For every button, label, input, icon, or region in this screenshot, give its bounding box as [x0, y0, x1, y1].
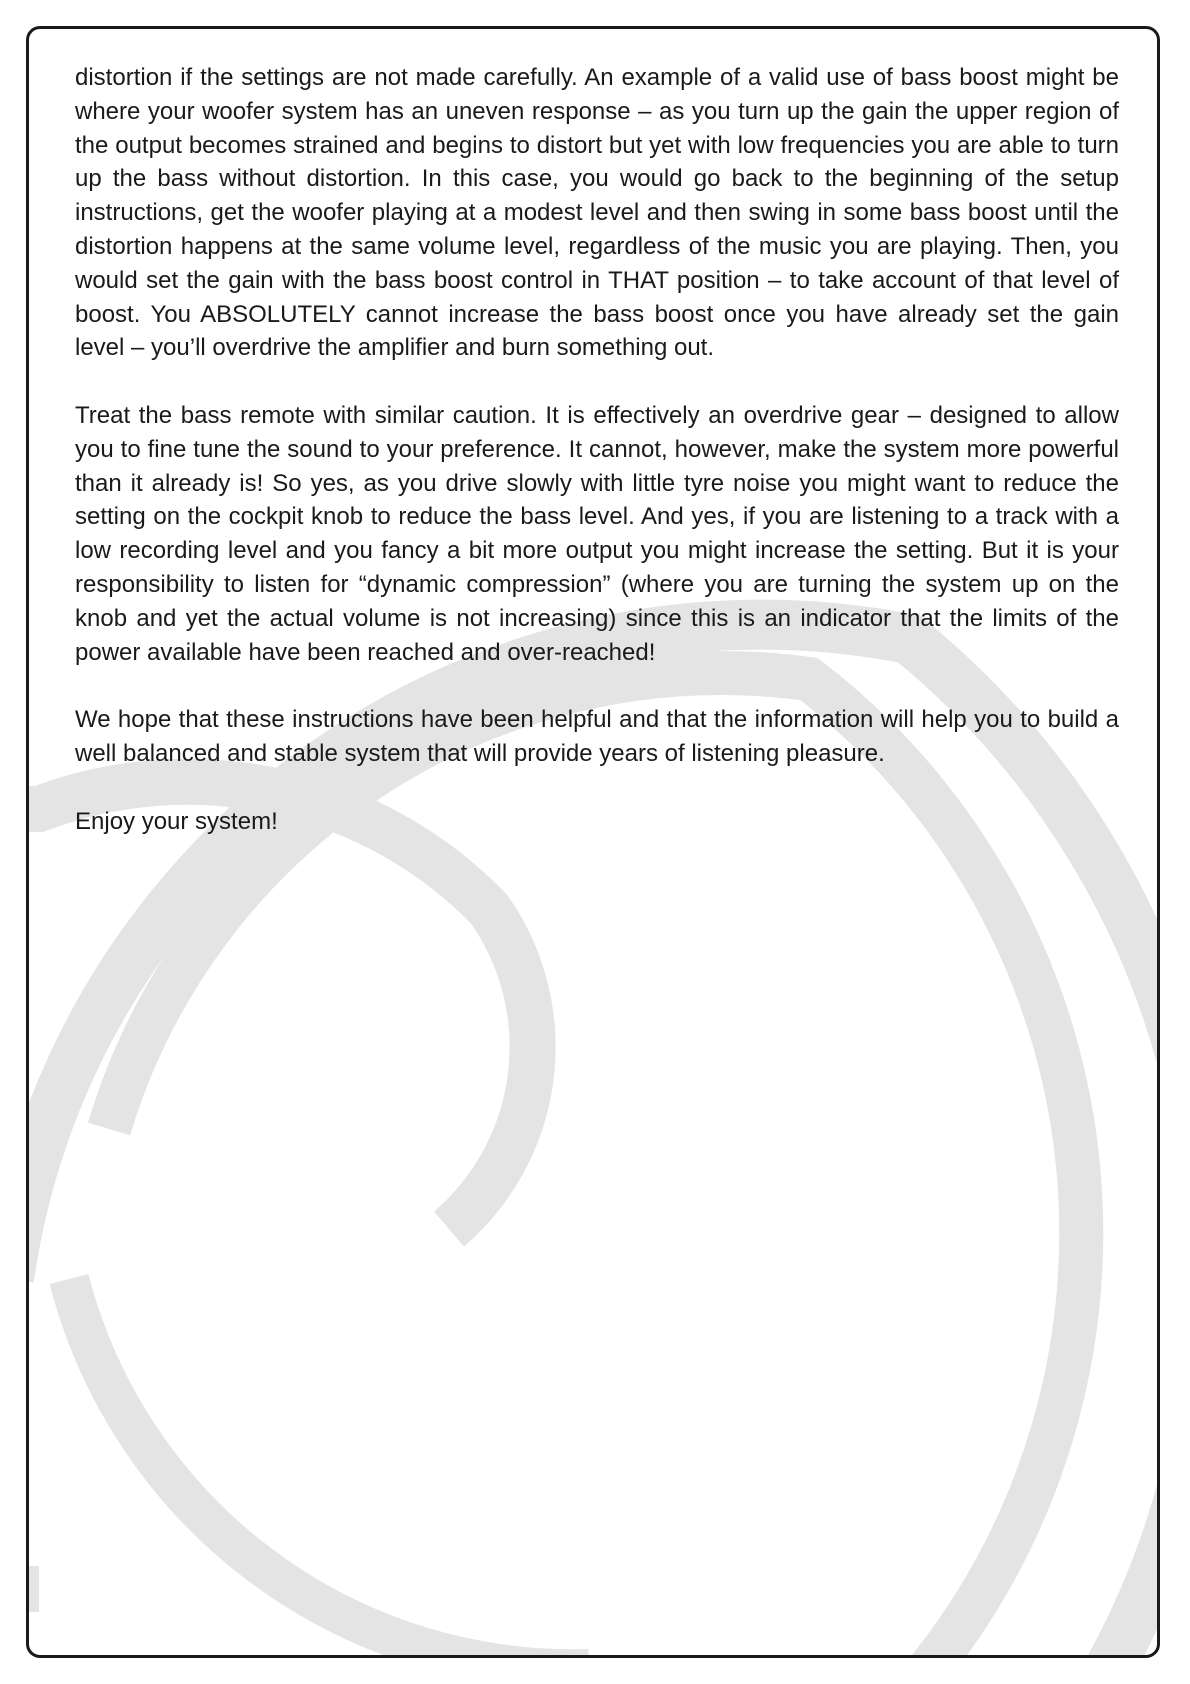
closing-line: Enjoy your system!: [75, 807, 278, 835]
page-frame: [26, 26, 1160, 1658]
paragraph-bass-boost: distortion if the settings are not made carefully. An example of a valid use of bass boost might be where your woofer system has an uneven response – as you turn up the gain the upper region of the output becomes strained and begins to distort but yet with low frequencies you are able to turn up the bass without distortion. In this case, you would go back to the beginning of the setup instructions, get the woofer playing at a modest level and then swing in some bass boost until the distortion happens at the same volume level, regardless of the music you are playing. Then, you would set the gain with the bass boost control in THAT position – to take account of that level of boost. You ABSOLUTELY cannot increase the bass boost once you have already set the gain level – you’ll overdrive the amplifier and burn something out.: [75, 64, 1119, 362]
paragraph-closing-hope: We hope that these instructions have been helpful and that the information will help you to build a well balanced and stable system that will provide years of listening pleasure.: [75, 706, 1119, 767]
paragraph-bass-remote: Treat the bass remote with similar caution. It is effectively an overdrive gear – designed to allow you to fine tune the sound to your preference. It cannot, however, make the system more powerful than it already is! So yes, as you drive slowly with little tyre noise you might want to reduce the setting on the cockpit knob to reduce the bass level. And yes, if you are listening to a track with a low recording level and you fancy a bit more output you might increase the setting. But it is your responsibility to listen for “dynamic compression” (where you are turning the system up on the knob and yet the actual volume is not increasing) since this is an indicator that the limits of the power available have been reached and over-reached!: [75, 401, 1119, 666]
document-body: [75, 61, 1119, 872]
